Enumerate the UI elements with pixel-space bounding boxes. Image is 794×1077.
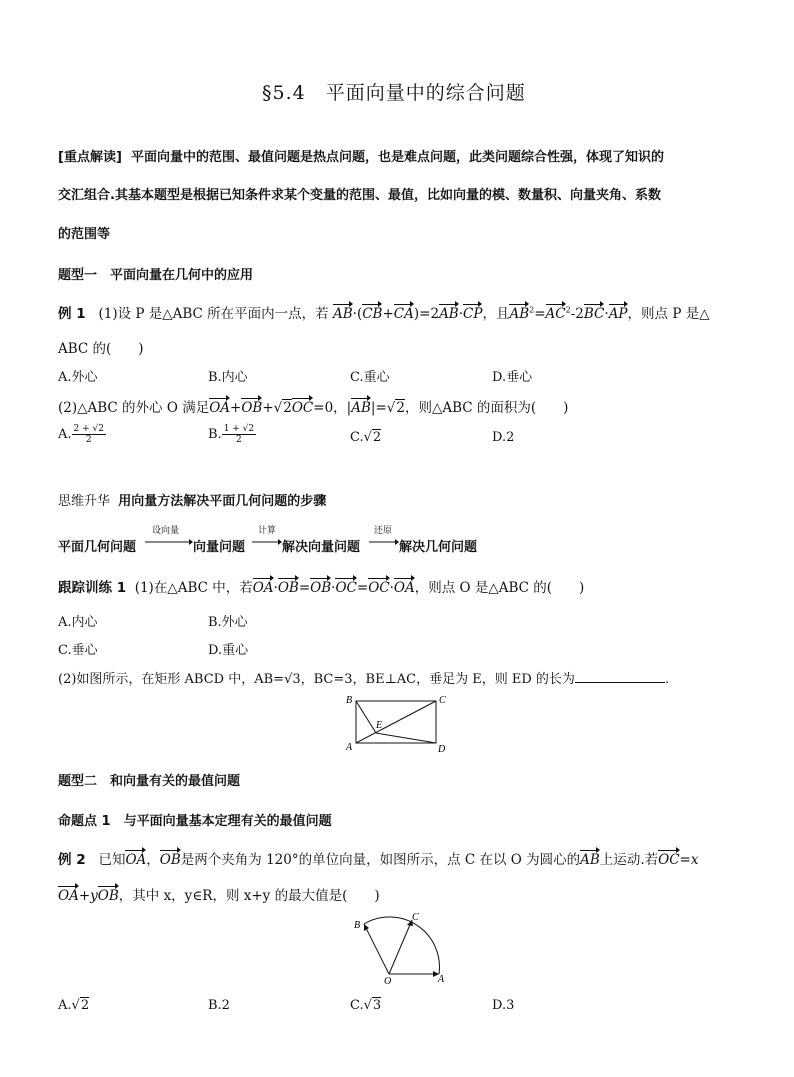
- frac-den: 2: [85, 435, 92, 445]
- fig1-label-b: B: [346, 695, 353, 706]
- ex2-opt-a: A.√2: [58, 998, 90, 1013]
- flow-arrow-label-1: 设向量: [152, 526, 180, 536]
- ex2-text-a: 已知: [98, 852, 126, 868]
- train1-q2-text: (2)如图所示，在矩形 ABCD 中，AB=√3，BC=3，BE⊥AC，垂足为 E，则 ED 的长为: [58, 672, 575, 687]
- ex1-q1-text-b: =2: [419, 306, 440, 322]
- ex1-opt2-b-label: B.: [208, 427, 222, 442]
- intro-line-1: [58, 146, 664, 165]
- flow-step-2: 向量问题: [193, 540, 246, 555]
- ex1-opt2-c: C.√2: [350, 430, 382, 445]
- flow-step-3: 解决向量问题: [282, 540, 361, 555]
- ex1-opt2-c-label: C.: [350, 430, 364, 445]
- ex2-text-b: 是两个夹角为 120°的单位向量，如图所示，点 C 在以 O 为圆心的: [180, 852, 581, 868]
- ex1-q1-line1: 例 1 (1)设 P 是△ABC 所在平面内一点，若 AB·(CB+CA)=2AB·CP，且$AB^2=AC^2-2BC\cdot AP$，则点 P 是△: [58, 305, 710, 322]
- thinking-label: 思维升华: [58, 494, 111, 509]
- ex2-label: 例 2: [58, 852, 86, 868]
- ex1-opt2-a: [58, 424, 106, 445]
- ex1-q1-line2: ABC 的( ): [58, 341, 144, 357]
- ex2-opt-a-value: 2: [80, 998, 90, 1013]
- flow-step-4: 解决几何问题: [399, 540, 478, 555]
- ex2-opt-a-label: A.: [58, 998, 72, 1013]
- ex1-opt2-d: D.2: [492, 430, 515, 445]
- section-heading-type1: 题型一 平面向量在几何中的应用: [58, 268, 254, 283]
- intro-line-3: 的范围等: [58, 227, 111, 242]
- frac-num: 1 + √2: [223, 424, 255, 434]
- ex2-line2: OA+yOB，其中 x，y∈R，则 x+y 的最大值是( ): [58, 888, 380, 904]
- ex2-line1: 例 2 已知OA，OB是两个夹角为 120°的单位向量，如图所示，点 C 在以 O 为圆心的AB上运动.若OC=x: [58, 852, 699, 868]
- flow-arrow-label-2: 计算: [258, 526, 277, 536]
- ex2-opt-b: B.2: [208, 998, 230, 1013]
- train1-opt-d: D.重心: [208, 643, 249, 658]
- arc-figure: [344, 906, 454, 986]
- ex1-q2-text-b: =0，: [313, 400, 347, 416]
- ex1-q1-text-a: (1)设 P 是△ABC 所在平面内一点，若: [98, 306, 329, 322]
- ex1-opt1-d: D.垂心: [492, 370, 533, 385]
- flow-arrow-2: [252, 537, 282, 547]
- flow-arrow-label-3: 还原: [374, 526, 393, 536]
- train1-q1-text-a: (1)在△ABC 中，若: [134, 580, 253, 596]
- ex1-opt2-b-fraction: [222, 424, 256, 445]
- thinking-line: [58, 490, 326, 509]
- intro-text-1: 平面向量中的范围、最值问题是热点问题，也是难点问题，此类问题综合性强，体现了知识的: [130, 150, 664, 165]
- ex1-opt1-a: A.外心: [58, 370, 98, 385]
- ex1-q2-text-a: (2)△ABC 的外心 O 满足: [58, 400, 210, 416]
- flow-arrow-3: [369, 537, 399, 547]
- ex2-opt-c-label: C.: [350, 998, 364, 1013]
- flow-step-1: 平面几何问题: [58, 540, 137, 555]
- ex2-text-e: +y: [78, 888, 98, 904]
- train1-q1-text-b: ，则点 O 是△ABC 的( ): [414, 580, 585, 596]
- train1-q2-line: [58, 668, 669, 687]
- frac-num: 2 + √2: [73, 424, 104, 434]
- ex1-opt1-c: C.重心: [350, 370, 390, 385]
- train1-opt-b: B.外心: [208, 615, 248, 630]
- flow-arrow-1: [145, 537, 193, 547]
- ex2-opt-d: D.3: [492, 998, 515, 1013]
- ex2-opt-c: C.√3: [350, 998, 382, 1013]
- ex2-opt-c-value: 3: [372, 998, 382, 1013]
- intro-tag: [重点解读]: [58, 150, 122, 165]
- section-heading-type2: 题型二 和向量有关的最值问题: [58, 774, 241, 789]
- fig1-label-a: A: [346, 742, 353, 753]
- fig2-label-b: B: [354, 920, 361, 931]
- page-title: §5.4 平面向量中的综合问题: [262, 82, 526, 104]
- fig2-label-c: C: [412, 912, 419, 923]
- ex2-text-f: ，其中 x，y∈R，则 x+y 的最大值是( ): [118, 888, 380, 904]
- fig2-label-a: A: [438, 974, 445, 985]
- ex2-text-d: =x: [679, 852, 699, 868]
- ex1-opt2-a-fraction: [72, 424, 106, 445]
- ex1-opt2-c-value: 2: [372, 430, 382, 445]
- train1-label: 跟踪训练 1: [58, 580, 127, 596]
- ex1-opt2-a-label: A.: [58, 427, 72, 442]
- ex1-q1-text-c: ，且: [482, 306, 510, 322]
- ex1-opt1-b: B.内心: [208, 370, 248, 385]
- ex1-opt2-b: [208, 424, 256, 445]
- frac-den: 2: [236, 435, 242, 445]
- answer-blank[interactable]: [575, 670, 665, 683]
- train1-opt-c: C.垂心: [58, 643, 98, 658]
- thinking-text: 用向量方法解决平面几何问题的步骤: [118, 494, 327, 509]
- ex1-q1-text-d: ，则点 P 是△: [627, 306, 710, 322]
- fig1-label-d: D: [438, 744, 446, 755]
- rectangle-figure: [344, 693, 454, 755]
- intro-line-2: 交汇组合.其基本题型是根据已知条件求某个变量的范围、最值，比如向量的模、数量积、向量夹角、系数: [58, 188, 661, 203]
- ex1-label: 例 1: [58, 306, 86, 322]
- point-heading-1: 命题点 1 与平面向量基本定理有关的最值问题: [58, 814, 332, 829]
- ex2-text-c: 上运动.若: [599, 852, 659, 868]
- train1-q2-end: .: [664, 672, 670, 687]
- ex1-q2-line: (2)△ABC 的外心 O 满足OA+OB+√2OC=0，|AB|=√2，则△ABC 的面积为( ): [58, 400, 569, 416]
- fig2-label-o: O: [384, 976, 392, 986]
- train1-q1-line: 跟踪训练 1 (1)在△ABC 中，若OA·OB=OB·OC=OC·OA，则点 O 是△ABC 的( ): [58, 580, 585, 596]
- train1-opt-a: A.内心: [58, 615, 98, 630]
- ex1-q2-text-c: ，则△ABC 的面积为( ): [404, 400, 569, 416]
- fig1-label-c: C: [439, 695, 446, 706]
- fig1-label-e: E: [376, 720, 383, 731]
